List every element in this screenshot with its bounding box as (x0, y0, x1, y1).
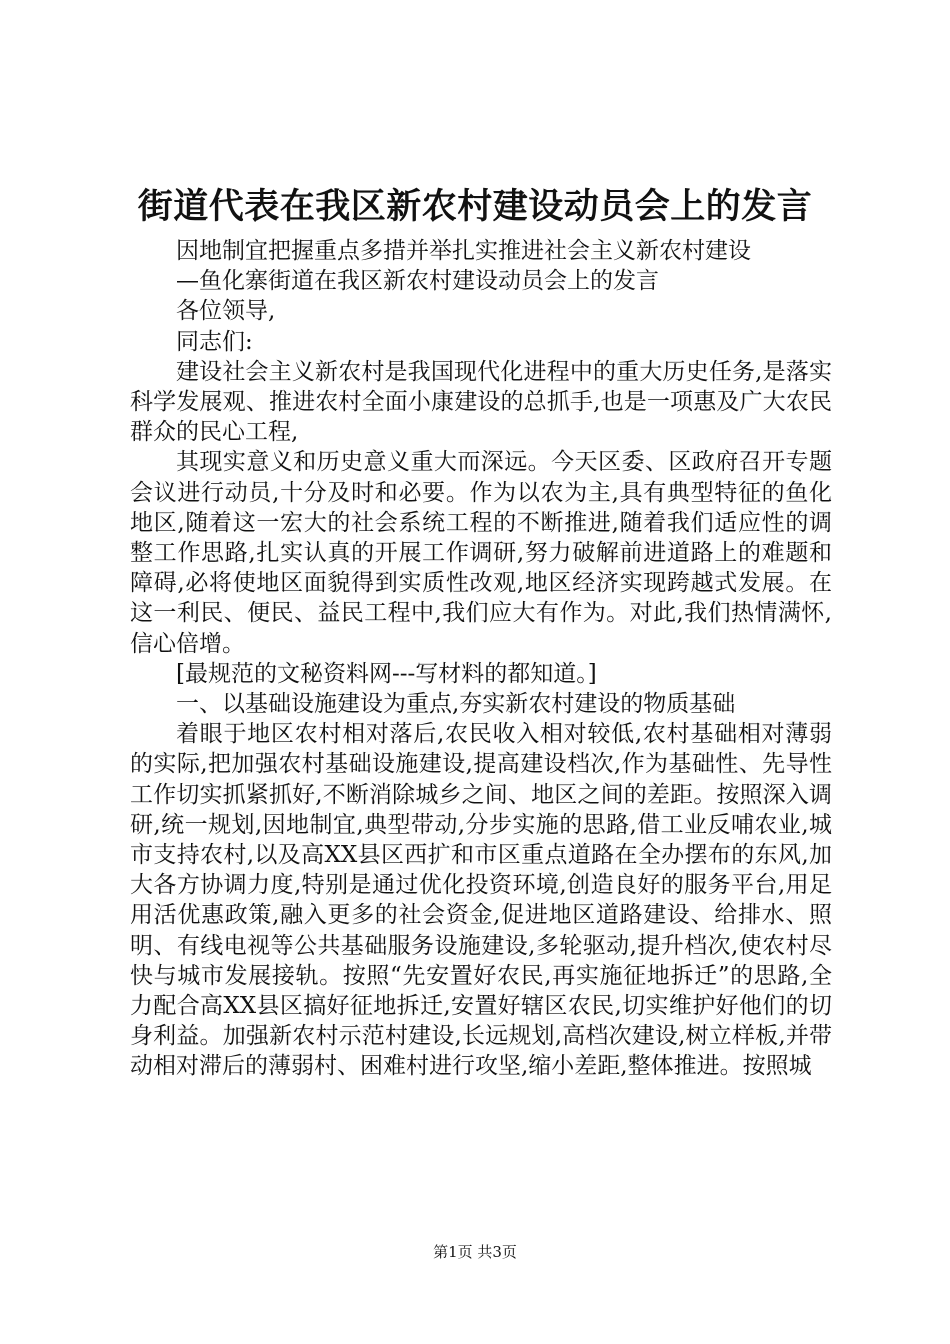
paragraph-watermark-note: [最规范的文秘资料网---写材料的都知道。] (176, 660, 597, 687)
page-footer: 第1页 共3页 (433, 1243, 517, 1261)
paragraph-intro: 建设社会主义新农村是我国现代化进程中的重大历史任务,是落实科学发展观、推进农村全面小康建设的总抓手,也是一项惠及广大农民群众的民心工程, (130, 358, 832, 446)
document-title: 街道代表在我区新农村建设动员会上的发言 (137, 186, 813, 227)
subtitle-line-2: —鱼化寨街道在我区新农村建设动员会上的发言 (176, 268, 659, 295)
subtitle-line-1: 因地制宜把握重点多措并举扎实推进社会主义新农村建设 (176, 238, 751, 264)
salutation-leaders: 各位领导, (176, 298, 276, 325)
section-heading-1: 一、以基础设施建设为重点,夯实新农村建设的物质基础 (176, 691, 736, 718)
document-body (130, 236, 832, 1082)
paragraph-infrastructure: 着眼于地区农村相对落后,农民收入相对较低,农村基础相对薄弱的实际,把加强农村基础设施建设,提高建设档次,作为基础性、先导性工作切实抓紧抓好,不断消除城乡之间、地区之间的差距。按照深入调研,统一规划,因地制宜,典型带动,分步实施的思路,借工业反哺农业,城市支持农村,以及高XX县区西扩和市区重点道路在全办摆布的东风,加大各方协调力度,特别是通过优化投资环境,创造良好的服务平台,用足用活优惠政策,融入更多的社会资金,促进地区道路建设、给排水、照明、有线电视等公共基础服务设施建设,多轮驱动,提升档次,使农村尽快与城市发展接轨。按照“先安置好农民,再实施征地拆迁”的思路,全力配合高XX县区搞好征地拆迁,安置好辖区农民,切实维护好他们的切身利益。加强新农村示范村建设,长远规划,高档次建设,树立样板,并带动相对滞后的薄弱村、困难村进行攻坚,缩小差距,整体推进。按照城 (130, 721, 832, 1080)
paragraph-significance: 其现实意义和历史意义重大而深远。今天区委、区政府召开专题会议进行动员,十分及时和必要。作为以农为主,具有典型特征的鱼化地区,随着这一宏大的社会系统工程的不断推进,随着我们适应性的调整工作思路,扎实认真的开展工作调研,努力破解前进道路上的难题和障碍,必将使地区面貌得到实质性改观,地区经济实现跨越式发展。在这一利民、便民、益民工程中,我们应大有作为。对此,我们热情满怀,信心倍增。 (130, 449, 832, 657)
salutation-comrades: 同志们: (176, 328, 253, 355)
